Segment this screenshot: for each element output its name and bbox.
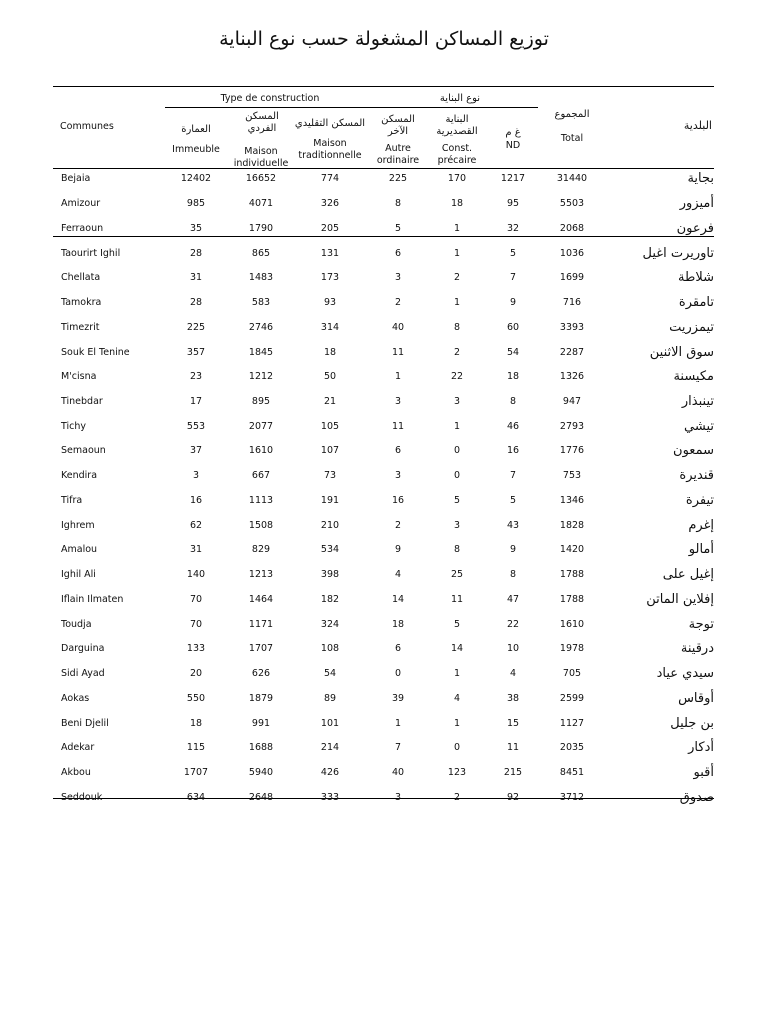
table-cell: 7 — [509, 470, 517, 482]
table-cell: 6 — [394, 643, 402, 655]
commune-name-ar: صدوق — [679, 789, 714, 805]
table-cell: 626 — [251, 668, 271, 680]
table-cell: 2 — [394, 519, 402, 531]
table-cell: 1508 — [248, 519, 274, 531]
table-cell: 2287 — [559, 346, 585, 358]
header-autre-ar: المسكن الآخر — [381, 114, 415, 137]
table-cell: 37 — [189, 445, 203, 457]
table-cell: 333 — [320, 791, 340, 803]
commune-name: Tifra — [61, 494, 83, 506]
table-cell: 326 — [320, 198, 340, 210]
table-cell: 8 — [394, 198, 402, 210]
table-row — [53, 167, 714, 192]
commune-name-ar: أميزور — [679, 196, 714, 212]
commune-name: Semaoun — [61, 445, 106, 457]
table-cell: 18 — [189, 717, 203, 729]
table-cell: 2035 — [559, 742, 585, 754]
table-cell: 0 — [453, 470, 461, 482]
table-row — [53, 513, 714, 538]
table-cell: 1707 — [183, 767, 209, 779]
table-cell: 2 — [394, 297, 402, 309]
table-cell: 2 — [453, 791, 461, 803]
table-cell: 1610 — [248, 445, 274, 457]
header-traditionnelle-ar: المسكن التقليدي — [294, 118, 366, 129]
table-cell: 0 — [394, 668, 402, 680]
table-cell: 8 — [509, 396, 517, 407]
table-cell: 31 — [189, 544, 203, 556]
table-row — [53, 439, 714, 464]
table-row — [53, 315, 714, 340]
table-cell: 70 — [189, 593, 203, 605]
table-cell: 2746 — [248, 321, 274, 333]
table-cell: 1 — [394, 371, 402, 383]
table-row — [53, 686, 714, 711]
header-individuelle-ar: المسكن الفردي — [245, 111, 279, 134]
commune-name-ar: بن جليل — [670, 715, 714, 731]
table-cell: 8 — [453, 544, 461, 556]
table-cell: 22 — [506, 618, 520, 630]
table-cell: 11 — [450, 593, 464, 605]
table-cell: 22 — [450, 371, 464, 383]
table-cell: 1464 — [248, 593, 274, 605]
commune-name: Seddouk — [61, 791, 103, 803]
table-cell: 1790 — [248, 222, 274, 234]
table-cell: 5940 — [248, 767, 274, 779]
table-cell: 1346 — [559, 494, 585, 506]
table-row — [53, 785, 714, 810]
table-cell: 215 — [503, 767, 523, 779]
table-cell: 3 — [394, 272, 402, 284]
table-cell: 583 — [251, 297, 271, 309]
page-title: توزيع المساكن المشغولة حسب نوع البناية — [219, 28, 549, 50]
commune-name: M'cisna — [61, 371, 97, 383]
table-row — [53, 587, 714, 612]
commune-name-ar: أقبو — [693, 765, 714, 781]
table-cell: 173 — [320, 272, 340, 284]
commune-name-ar: توجة — [688, 616, 714, 632]
table-cell: 1776 — [559, 445, 585, 457]
table-cell: 35 — [189, 222, 203, 234]
table-row — [53, 216, 714, 241]
header-autre-fr: Autre ordinaire — [376, 143, 420, 166]
table-cell: 131 — [320, 247, 340, 259]
table-cell: 21 — [323, 396, 337, 407]
table-row — [53, 562, 714, 587]
table-cell: 705 — [562, 668, 582, 680]
table-cell: 553 — [186, 420, 206, 432]
table-cell: 16 — [391, 494, 405, 506]
table-cell: 0 — [453, 742, 461, 754]
commune-name: Tichy — [61, 420, 87, 432]
commune-name-ar: تاوريرت اغيل — [642, 245, 714, 261]
commune-name: Toudja — [61, 618, 92, 630]
table-cell: 17 — [189, 396, 203, 407]
commune-name-ar: إغيل على — [662, 567, 714, 583]
table-cell: 115 — [186, 742, 206, 754]
table-cell: 1788 — [559, 593, 585, 605]
commune-name: Amalou — [61, 544, 98, 556]
commune-name: Beni Djelil — [61, 717, 109, 729]
header-group-rule — [165, 107, 538, 108]
commune-name: Sidi Ayad — [61, 668, 105, 680]
table-cell: 46 — [506, 420, 520, 432]
table-cell: 18 — [391, 618, 405, 630]
table-cell: 205 — [320, 222, 340, 234]
table-cell: 1113 — [248, 494, 274, 506]
table-cell: 1610 — [559, 618, 585, 630]
table-cell: 1 — [453, 297, 461, 309]
table-cell: 140 — [186, 569, 206, 581]
table-cell: 985 — [186, 198, 206, 210]
table-cell: 28 — [189, 297, 203, 309]
table-cell: 7 — [509, 272, 517, 284]
table-cell: 534 — [320, 544, 340, 556]
table-cell: 54 — [506, 346, 520, 358]
commune-name: Iflain Ilmaten — [61, 593, 124, 605]
table-cell: 1 — [453, 717, 461, 729]
header-immeuble-fr: Immeuble — [172, 144, 220, 155]
table-cell: 1788 — [559, 569, 585, 581]
commune-name-ar: تيفرة — [685, 492, 714, 508]
commune-name-ar: سيدي عياد — [656, 666, 714, 682]
table-cell: 324 — [320, 618, 340, 630]
table-row — [53, 340, 714, 365]
table-cell: 92 — [506, 791, 520, 803]
commune-name-ar: تيشي — [684, 418, 714, 434]
table-cell: 210 — [320, 519, 340, 531]
table-cell: 14 — [450, 643, 464, 655]
table-cell: 225 — [388, 173, 408, 185]
table-cell: 2 — [453, 346, 461, 358]
table-cell: 2077 — [248, 420, 274, 432]
table-top-rule — [53, 86, 714, 87]
commune-name-ar: سوق الاثنين — [649, 344, 714, 360]
commune-name-ar: تيمزريت — [669, 319, 714, 335]
table-cell: 108 — [320, 643, 340, 655]
table-cell: 73 — [323, 470, 337, 482]
table-cell: 50 — [323, 371, 337, 383]
table-cell: 5503 — [559, 198, 585, 210]
table-cell: 991 — [251, 717, 271, 729]
table-cell: 123 — [447, 767, 467, 779]
table-cell: 1 — [394, 717, 402, 729]
table-cell: 12402 — [180, 173, 212, 185]
table-cell: 2599 — [559, 692, 585, 704]
table-cell: 1688 — [248, 742, 274, 754]
table-cell: 32 — [506, 222, 520, 234]
commune-name: Tinebdar — [61, 396, 103, 407]
table-row — [53, 760, 714, 785]
table-cell: 170 — [447, 173, 467, 185]
table-row — [53, 463, 714, 488]
table-cell: 4071 — [248, 198, 274, 210]
table-row — [53, 191, 714, 216]
table-cell: 6 — [394, 445, 402, 457]
table-cell: 8451 — [559, 767, 585, 779]
table-cell: 3393 — [559, 321, 585, 333]
header-nd-fr: ND — [505, 140, 521, 151]
table-cell: 23 — [189, 371, 203, 383]
commune-name: Darguina — [61, 643, 105, 655]
table-cell: 398 — [320, 569, 340, 581]
table-cell: 667 — [251, 470, 271, 482]
table-cell: 1828 — [559, 519, 585, 531]
commune-name: Tamokra — [61, 297, 102, 309]
table-cell: 25 — [450, 569, 464, 581]
table-cell: 2068 — [559, 222, 585, 234]
header-type-fr: Type de construction — [220, 93, 320, 104]
table-cell: 4 — [394, 569, 402, 581]
commune-name-ar: مكيسنة — [673, 369, 714, 385]
header-communes: Communes — [60, 121, 114, 132]
table-cell: 54 — [323, 668, 337, 680]
table-row — [53, 265, 714, 290]
commune-name-ar: فرعون — [676, 220, 714, 236]
table-cell: 31 — [189, 272, 203, 284]
commune-name-ar: إفلاين الماتن — [646, 591, 714, 607]
table-cell: 11 — [391, 420, 405, 432]
table-cell: 16 — [189, 494, 203, 506]
table-cell: 4 — [453, 692, 461, 704]
table-cell: 95 — [506, 198, 520, 210]
commune-name-ar: تينبذار — [681, 394, 714, 409]
table-cell: 426 — [320, 767, 340, 779]
table-cell: 774 — [320, 173, 340, 185]
header-type-ar: نوع البناية — [439, 93, 481, 104]
commune-name-ar: قنديرة — [679, 468, 714, 484]
table-cell: 191 — [320, 494, 340, 506]
table-row — [53, 488, 714, 513]
table-row — [53, 389, 714, 414]
table-cell: 550 — [186, 692, 206, 704]
table-cell: 214 — [320, 742, 340, 754]
table-row — [53, 661, 714, 686]
table-cell: 5 — [509, 247, 517, 259]
table-cell: 225 — [186, 321, 206, 333]
table-cell: 3 — [394, 470, 402, 482]
commune-name-ar: أمالو — [688, 542, 714, 558]
table-cell: 47 — [506, 593, 520, 605]
table-cell: 4 — [509, 668, 517, 680]
table-cell: 716 — [562, 297, 582, 309]
table-cell: 1420 — [559, 544, 585, 556]
commune-name-ar: إغرم — [688, 517, 714, 533]
table-cell: 947 — [562, 396, 582, 407]
table-cell: 8 — [453, 321, 461, 333]
commune-name: Chellata — [61, 272, 101, 284]
table-cell: 1 — [453, 668, 461, 680]
table-row — [53, 290, 714, 315]
table-row — [53, 414, 714, 439]
table-row — [53, 736, 714, 761]
table-cell: 753 — [562, 470, 582, 482]
table-cell: 1 — [453, 247, 461, 259]
table-cell: 3 — [453, 396, 461, 407]
table-cell: 357 — [186, 346, 206, 358]
table-cell: 14 — [391, 593, 405, 605]
commune-name-ar: تامقرة — [678, 295, 714, 311]
table-cell: 101 — [320, 717, 340, 729]
table-cell: 11 — [391, 346, 405, 358]
commune-name-ar: سمعون — [673, 443, 714, 459]
table-cell: 9 — [394, 544, 402, 556]
table-cell: 70 — [189, 618, 203, 630]
table-row — [53, 711, 714, 736]
table-cell: 0 — [453, 445, 461, 457]
table-cell: 3 — [453, 519, 461, 531]
header-baladia: البلدية — [683, 119, 712, 132]
table-cell: 182 — [320, 593, 340, 605]
commune-name: Kendira — [61, 470, 98, 482]
commune-name: Ferraoun — [61, 222, 104, 234]
table-cell: 1699 — [559, 272, 585, 284]
header-precaire-ar: البناية القصديرية — [436, 114, 478, 137]
table-cell: 9 — [509, 544, 517, 556]
commune-name: Ighil Ali — [61, 569, 96, 581]
table-cell: 18 — [506, 371, 520, 383]
header-individuelle-fr: Maison individuelle — [233, 146, 289, 169]
table-cell: 5 — [453, 494, 461, 506]
commune-name: Taourirt Ighil — [61, 247, 121, 259]
table-cell: 5 — [394, 222, 402, 234]
commune-name: Aokas — [61, 692, 90, 704]
table-cell: 1217 — [500, 173, 526, 185]
table-cell: 1845 — [248, 346, 274, 358]
commune-name: Souk El Tenine — [61, 346, 130, 358]
table-cell: 40 — [391, 767, 405, 779]
header-precaire-fr: Const. précaire — [437, 143, 477, 166]
table-cell: 1326 — [559, 371, 585, 383]
table-cell: 829 — [251, 544, 271, 556]
header-traditionnelle-fr: Maison traditionnelle — [298, 138, 362, 161]
table-cell: 31440 — [556, 173, 588, 185]
table-cell: 18 — [450, 198, 464, 210]
table-cell: 865 — [251, 247, 271, 259]
table-cell: 3 — [394, 396, 402, 407]
table-row — [53, 538, 714, 563]
table-cell: 1 — [453, 222, 461, 234]
table-cell: 15 — [506, 717, 520, 729]
header-total-ar: المجموع — [554, 109, 590, 120]
commune-name: Adekar — [61, 742, 95, 754]
table-cell: 1978 — [559, 643, 585, 655]
header-immeuble-ar: العمارة — [181, 124, 211, 135]
table-cell: 2793 — [559, 420, 585, 432]
commune-name-ar: بجاية — [687, 171, 714, 187]
table-cell: 16652 — [245, 173, 277, 185]
table-cell: 2648 — [248, 791, 274, 803]
table-cell: 38 — [506, 692, 520, 704]
table-cell: 62 — [189, 519, 203, 531]
table-cell: 5 — [509, 494, 517, 506]
table-cell: 1879 — [248, 692, 274, 704]
table-cell: 1213 — [248, 569, 274, 581]
table-cell: 133 — [186, 643, 206, 655]
table-cell: 1 — [453, 420, 461, 432]
commune-name: Amizour — [61, 198, 101, 210]
table-cell: 10 — [506, 643, 520, 655]
table-cell: 3 — [192, 470, 200, 482]
table-cell: 16 — [506, 445, 520, 457]
table-cell: 314 — [320, 321, 340, 333]
table-row — [53, 241, 714, 266]
commune-name: Ighrem — [61, 519, 95, 531]
commune-name-ar: أوقاس — [678, 690, 714, 706]
table-cell: 20 — [189, 668, 203, 680]
table-row — [53, 364, 714, 389]
table-cell: 18 — [323, 346, 337, 358]
table-cell: 3712 — [559, 791, 585, 803]
table-cell: 89 — [323, 692, 337, 704]
table-cell: 1212 — [248, 371, 274, 383]
table-cell: 3 — [394, 791, 402, 803]
table-cell: 107 — [320, 445, 340, 457]
table-row — [53, 612, 714, 637]
table-cell: 5 — [453, 618, 461, 630]
table-cell: 895 — [251, 396, 271, 407]
table-cell: 9 — [509, 297, 517, 309]
commune-name-ar: أدكار — [688, 740, 714, 756]
table-cell: 2 — [453, 272, 461, 284]
table-cell: 8 — [509, 569, 517, 581]
table-cell: 1171 — [248, 618, 274, 630]
table-cell: 6 — [394, 247, 402, 259]
header-total-fr: Total — [560, 133, 584, 144]
table-cell: 1036 — [559, 247, 585, 259]
table-cell: 40 — [391, 321, 405, 333]
header-nd-ar: غ م — [505, 127, 521, 138]
table-cell: 1127 — [559, 717, 585, 729]
table-cell: 634 — [186, 791, 206, 803]
commune-name: Akbou — [61, 767, 91, 779]
table-cell: 39 — [391, 692, 405, 704]
table-cell: 1707 — [248, 643, 274, 655]
commune-name: Bejaia — [61, 173, 91, 185]
table-row — [53, 637, 714, 662]
table-cell: 105 — [320, 420, 340, 432]
table-cell: 7 — [394, 742, 402, 754]
table-cell: 60 — [506, 321, 520, 333]
commune-name: Timezrit — [61, 321, 100, 333]
commune-name-ar: شلاطة — [678, 270, 714, 286]
table-cell: 1483 — [248, 272, 274, 284]
table-cell: 93 — [323, 297, 337, 309]
commune-name-ar: درقينة — [680, 641, 714, 657]
table-cell: 43 — [506, 519, 520, 531]
table-cell: 11 — [506, 742, 520, 754]
table-cell: 28 — [189, 247, 203, 259]
